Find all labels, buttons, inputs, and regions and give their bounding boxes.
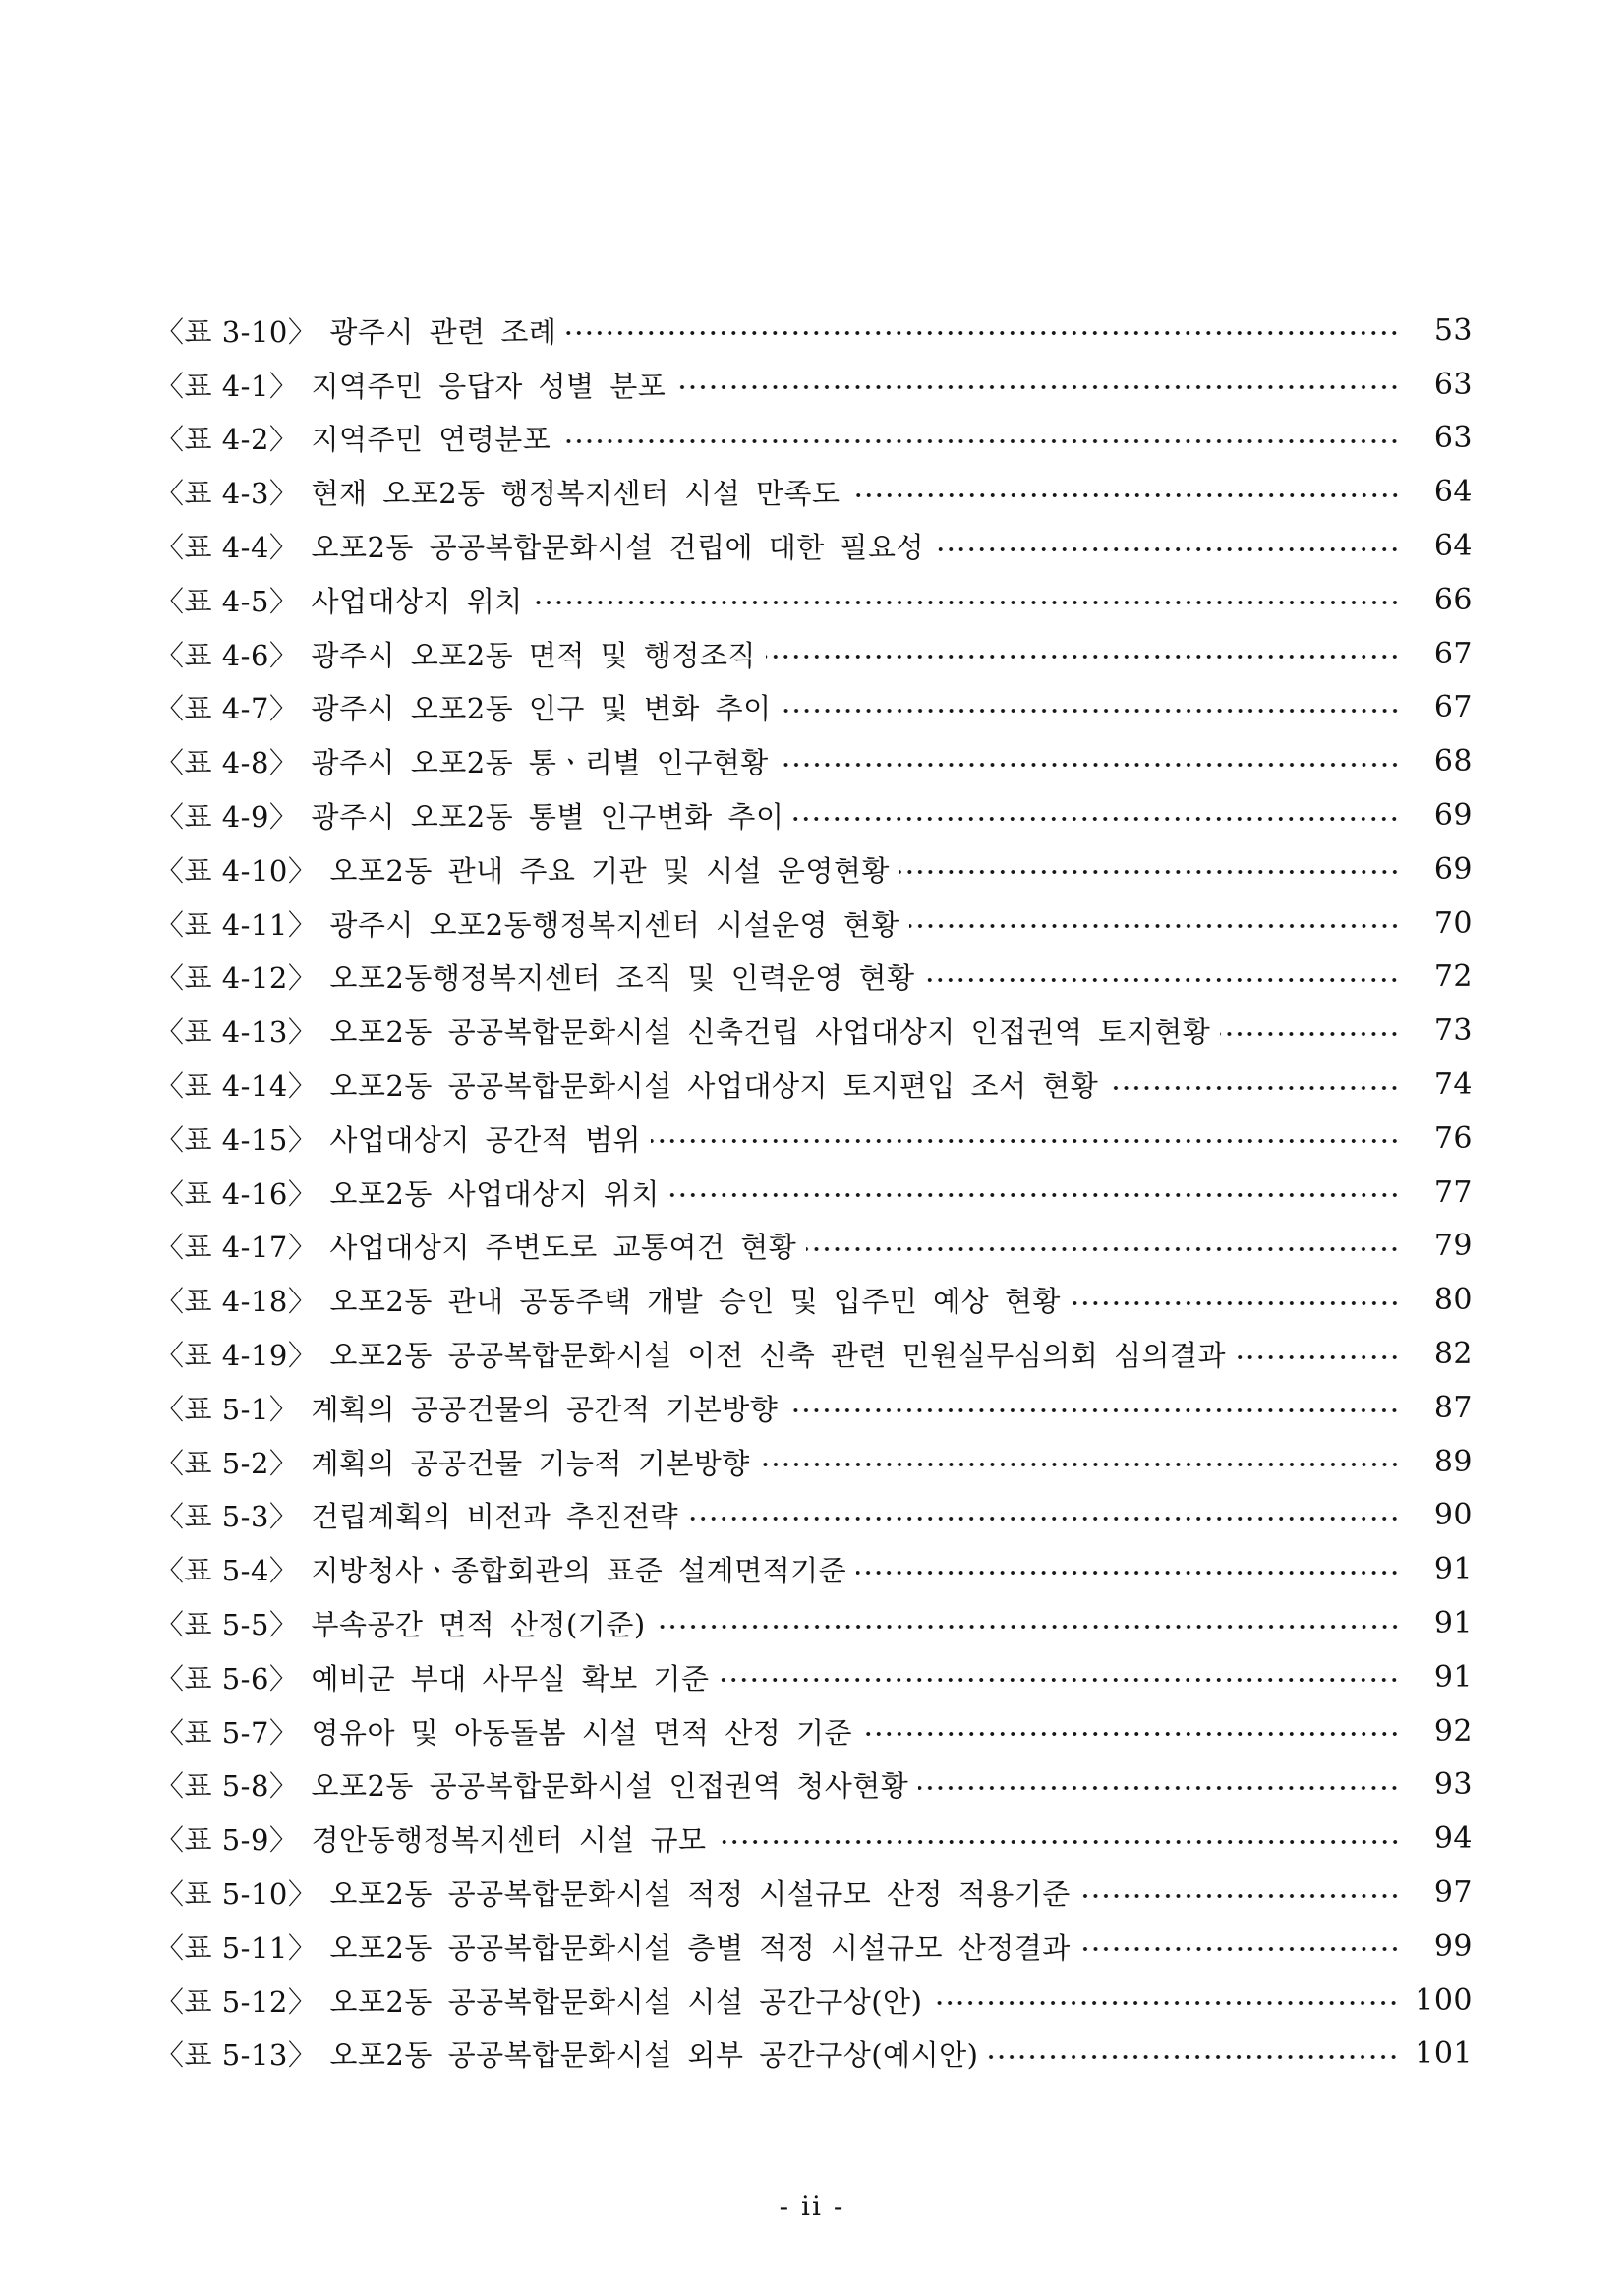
dot-leader: [782, 707, 1400, 715]
toc-entry-label: 〈표 4-14〉: [155, 1069, 318, 1104]
toc-entry-label: 〈표 5-3〉: [155, 1500, 299, 1534]
toc-entry-page: 91: [1433, 1606, 1473, 1641]
toc-entry-title: 오포2동 공공복합문화시설 외부 공간구상(예시안): [329, 2038, 979, 2073]
toc-entry: [155, 1435, 1473, 1489]
toc-entry-title: 오포2동 공공복합문화시설 사업대상지 토지편입 조서 현황: [329, 1069, 1099, 1104]
dot-leader: [909, 922, 1400, 930]
toc-entry-label: 〈표 5-10〉: [155, 1877, 318, 1911]
toc-entry-page: 87: [1433, 1390, 1473, 1425]
toc-entry: [155, 1004, 1473, 1058]
toc-entry-page: 66: [1433, 582, 1473, 617]
toc-entry-page: 64: [1433, 475, 1473, 510]
dot-leader: [1080, 1945, 1400, 1953]
toc-entry-title: 광주시 오포2동행정복지센터 시설운영 현황: [329, 907, 899, 942]
toc-entry-page: 93: [1433, 1767, 1473, 1803]
dot-leader: [787, 1406, 1400, 1414]
toc-entry-title: 지역주민 연령분포: [311, 423, 551, 457]
toc-entry-label: 〈표 4-8〉: [155, 746, 299, 780]
dot-leader: [1071, 1299, 1400, 1307]
toc-entry-label: 〈표 5-1〉: [155, 1392, 299, 1426]
dot-leader: [793, 815, 1400, 823]
list-of-tables: [155, 304, 1473, 2081]
toc-entry-title: 예비군 부대 사무실 확보 기준: [311, 1661, 710, 1695]
toc-entry-label: 〈표 4-4〉: [155, 531, 299, 565]
dot-leader: [918, 1784, 1400, 1792]
toc-entry-title: 광주시 관련 조례: [329, 315, 557, 349]
dot-leader: [924, 976, 1400, 984]
toc-entry-label: 〈표 4-18〉: [155, 1285, 318, 1319]
toc-entry: [155, 681, 1473, 735]
toc-entry: [155, 1811, 1473, 1866]
toc-entry-title: 오포2동 공공복합문화시설 신축건립 사업대상지 인접권역 토지현황: [329, 1015, 1211, 1050]
toc-entry-label: 〈표 5-12〉: [155, 1984, 318, 2019]
toc-entry-title: 계획의 공공건물 기능적 기본방향: [311, 1446, 750, 1480]
dot-leader: [934, 545, 1400, 553]
toc-entry-label: 〈표 5-11〉: [155, 1930, 318, 1965]
toc-entry-page: 70: [1433, 905, 1473, 941]
dot-leader: [899, 868, 1400, 876]
dot-leader: [862, 1730, 1400, 1738]
dot-leader: [766, 653, 1400, 660]
toc-entry-label: 〈표 4-16〉: [155, 1177, 318, 1211]
toc-entry-title: 경안동행정복지센터 시설 규모: [311, 1823, 707, 1858]
toc-entry-label: 〈표 4-2〉: [155, 423, 299, 457]
toc-entry: [155, 1112, 1473, 1166]
toc-entry-page: 77: [1433, 1175, 1473, 1210]
toc-entry-page: 94: [1433, 1821, 1473, 1857]
toc-entry-title: 오포2동 사업대상지 위치: [329, 1177, 660, 1211]
toc-entry-title: 오포2동 관내 주요 기관 및 시설 운영현황: [329, 853, 890, 888]
dot-leader: [719, 1676, 1400, 1684]
dot-leader: [533, 599, 1400, 606]
toc-entry-label: 〈표 4-17〉: [155, 1231, 318, 1265]
toc-entry: [155, 304, 1473, 358]
toc-entry: [155, 1327, 1473, 1381]
toc-entry: [155, 519, 1473, 573]
toc-entry-page: 91: [1433, 1659, 1473, 1694]
dot-leader: [560, 437, 1400, 445]
dot-leader: [779, 761, 1400, 769]
toc-entry-title: 오포2동행정복지센터 조직 및 인력운영 현황: [329, 961, 915, 996]
toc-entry-title: 영유아 및 아동돌봄 시설 면적 산정 기준: [311, 1715, 852, 1750]
dot-leader: [850, 491, 1401, 499]
dot-leader: [566, 329, 1400, 337]
toc-entry: [155, 1650, 1473, 1704]
toc-entry-title: 오포2동 공공복합문화시설 적정 시설규모 산정 적용기준: [329, 1877, 1071, 1911]
toc-entry-page: 63: [1433, 421, 1473, 456]
toc-entry: [155, 1166, 1473, 1220]
toc-entry: [155, 1542, 1473, 1596]
toc-entry-title: 오포2동 공공복합문화시설 시설 공간구상(안): [329, 1984, 923, 2019]
toc-entry: [155, 1489, 1473, 1543]
toc-entry-title: 오포2동 공공복합문화시설 인접권역 청사현황: [311, 1769, 909, 1804]
dot-leader: [651, 1137, 1400, 1145]
toc-entry-label: 〈표 5-13〉: [155, 2038, 318, 2073]
toc-entry-label: 〈표 4-15〉: [155, 1122, 318, 1157]
toc-entry-label: 〈표 3-10〉: [155, 315, 318, 349]
toc-entry-label: 〈표 4-7〉: [155, 692, 299, 726]
toc-entry-page: 73: [1433, 1013, 1473, 1049]
toc-entry-page: 91: [1433, 1552, 1473, 1587]
toc-entry-label: 〈표 4-10〉: [155, 853, 318, 888]
dot-leader: [988, 2053, 1399, 2061]
toc-entry-label: 〈표 4-1〉: [155, 369, 299, 403]
dot-leader: [717, 1838, 1400, 1846]
page-footer: [0, 2190, 1624, 2222]
toc-entry-page: 74: [1433, 1067, 1473, 1103]
toc-entry: [155, 734, 1473, 788]
dot-leader: [1220, 1030, 1400, 1038]
toc-entry-title: 사업대상지 공간적 범위: [329, 1122, 641, 1157]
toc-entry-title: 광주시 오포2동 통별 인구변화 추이: [311, 800, 784, 834]
toc-entry-page: 101: [1415, 2037, 1473, 2072]
toc-entry-label: 〈표 4-6〉: [155, 638, 299, 672]
page-number: - ii -: [779, 2190, 845, 2222]
toc-entry-page: 99: [1433, 1928, 1473, 1964]
toc-entry-title: 건립계획의 비전과 추진전략: [311, 1500, 679, 1534]
toc-entry-label: 〈표 4-19〉: [155, 1339, 318, 1373]
dot-leader: [688, 1515, 1400, 1522]
toc-entry: [155, 1596, 1473, 1650]
toc-entry-label: 〈표 5-4〉: [155, 1554, 299, 1588]
toc-entry: [155, 842, 1473, 896]
toc-entry-title: 광주시 오포2동 면적 및 행정조직: [311, 638, 756, 672]
toc-entry-page: 100: [1415, 1982, 1473, 2018]
toc-entry-label: 〈표 5-7〉: [155, 1715, 299, 1750]
toc-entry-label: 〈표 5-9〉: [155, 1823, 299, 1858]
toc-entry-page: 64: [1433, 529, 1473, 564]
toc-entry: [155, 1866, 1473, 1920]
dot-leader: [806, 1245, 1400, 1253]
dot-leader: [856, 1569, 1400, 1577]
toc-entry-title: 오포2동 공공복합문화시설 이전 신축 관련 민원실무심의회 심의결과: [329, 1339, 1227, 1373]
toc-entry-title: 오포2동 공공복합문화시설 건립에 대한 필요성: [311, 531, 925, 565]
toc-entry-page: 53: [1433, 313, 1473, 348]
dot-leader: [1080, 1892, 1400, 1900]
toc-entry-title: 지방청사ㆍ종합회관의 표준 설계면적기준: [311, 1554, 847, 1588]
toc-entry-page: 69: [1433, 798, 1473, 833]
toc-entry-title: 현재 오포2동 행정복지센터 시설 만족도: [311, 477, 841, 511]
toc-entry: [155, 1920, 1473, 1974]
toc-entry: [155, 1974, 1473, 2028]
toc-entry: [155, 1220, 1473, 1274]
toc-entry: [155, 1273, 1473, 1327]
toc-entry-label: 〈표 5-2〉: [155, 1446, 299, 1480]
toc-entry: [155, 950, 1473, 1004]
toc-entry-title: 광주시 오포2동 인구 및 변화 추이: [311, 692, 772, 726]
toc-entry-title: 사업대상지 주변도로 교통여건 현황: [329, 1231, 797, 1265]
toc-entry-page: 76: [1433, 1120, 1473, 1156]
toc-entry-page: 67: [1433, 636, 1473, 671]
toc-entry-label: 〈표 4-9〉: [155, 800, 299, 834]
dot-leader: [675, 383, 1400, 391]
toc-entry: [155, 573, 1473, 627]
dot-leader: [669, 1191, 1400, 1199]
toc-entry-title: 광주시 오포2동 통ㆍ리별 인구현황: [311, 746, 769, 780]
toc-entry-title: 오포2동 관내 공동주택 개발 승인 및 입주민 예상 현황: [329, 1285, 1061, 1319]
dot-leader: [1236, 1353, 1400, 1361]
toc-entry-title: 부속공간 면적 산정(기준): [311, 1608, 646, 1642]
toc-entry-label: 〈표 4-3〉: [155, 477, 299, 511]
toc-entry-page: 63: [1433, 367, 1473, 402]
toc-entry: [155, 358, 1473, 412]
toc-entry-title: 오포2동 공공복합문화시설 층별 적정 시설규모 산정결과: [329, 1930, 1071, 1965]
dot-leader: [1108, 1084, 1400, 1092]
toc-entry: [155, 412, 1473, 466]
toc-entry-title: 지역주민 응답자 성별 분포: [311, 369, 667, 403]
toc-entry-label: 〈표 4-5〉: [155, 584, 299, 618]
toc-entry: [155, 2028, 1473, 2082]
toc-entry: [155, 1758, 1473, 1812]
toc-entry: [155, 1058, 1473, 1112]
toc-entry-page: 72: [1433, 959, 1473, 995]
toc-entry-label: 〈표 5-6〉: [155, 1661, 299, 1695]
toc-entry-page: 82: [1433, 1337, 1473, 1372]
toc-entry-page: 80: [1433, 1283, 1473, 1318]
toc-entry: [155, 627, 1473, 681]
toc-entry: [155, 788, 1473, 842]
toc-entry: [155, 1704, 1473, 1758]
toc-entry-page: 67: [1433, 690, 1473, 725]
toc-entry-page: 68: [1433, 744, 1473, 779]
toc-entry: [155, 896, 1473, 950]
toc-entry-label: 〈표 5-8〉: [155, 1769, 299, 1804]
dot-leader: [760, 1461, 1400, 1468]
toc-entry-label: 〈표 4-13〉: [155, 1015, 318, 1050]
toc-entry-title: 사업대상지 위치: [311, 584, 523, 618]
toc-entry-page: 97: [1433, 1875, 1473, 1910]
dot-leader: [932, 1999, 1399, 2007]
toc-entry: [155, 1381, 1473, 1435]
toc-entry-title: 계획의 공공건물의 공간적 기본방향: [311, 1392, 779, 1426]
toc-entry-label: 〈표 4-12〉: [155, 961, 318, 996]
dot-leader: [656, 1623, 1400, 1631]
toc-entry-label: 〈표 4-11〉: [155, 907, 318, 942]
toc-entry-page: 89: [1433, 1444, 1473, 1479]
toc-entry-page: 69: [1433, 851, 1473, 887]
toc-entry-page: 79: [1433, 1229, 1473, 1264]
toc-entry: [155, 465, 1473, 519]
toc-entry-page: 92: [1433, 1713, 1473, 1749]
toc-entry-label: 〈표 5-5〉: [155, 1608, 299, 1642]
toc-entry-page: 90: [1433, 1498, 1473, 1533]
